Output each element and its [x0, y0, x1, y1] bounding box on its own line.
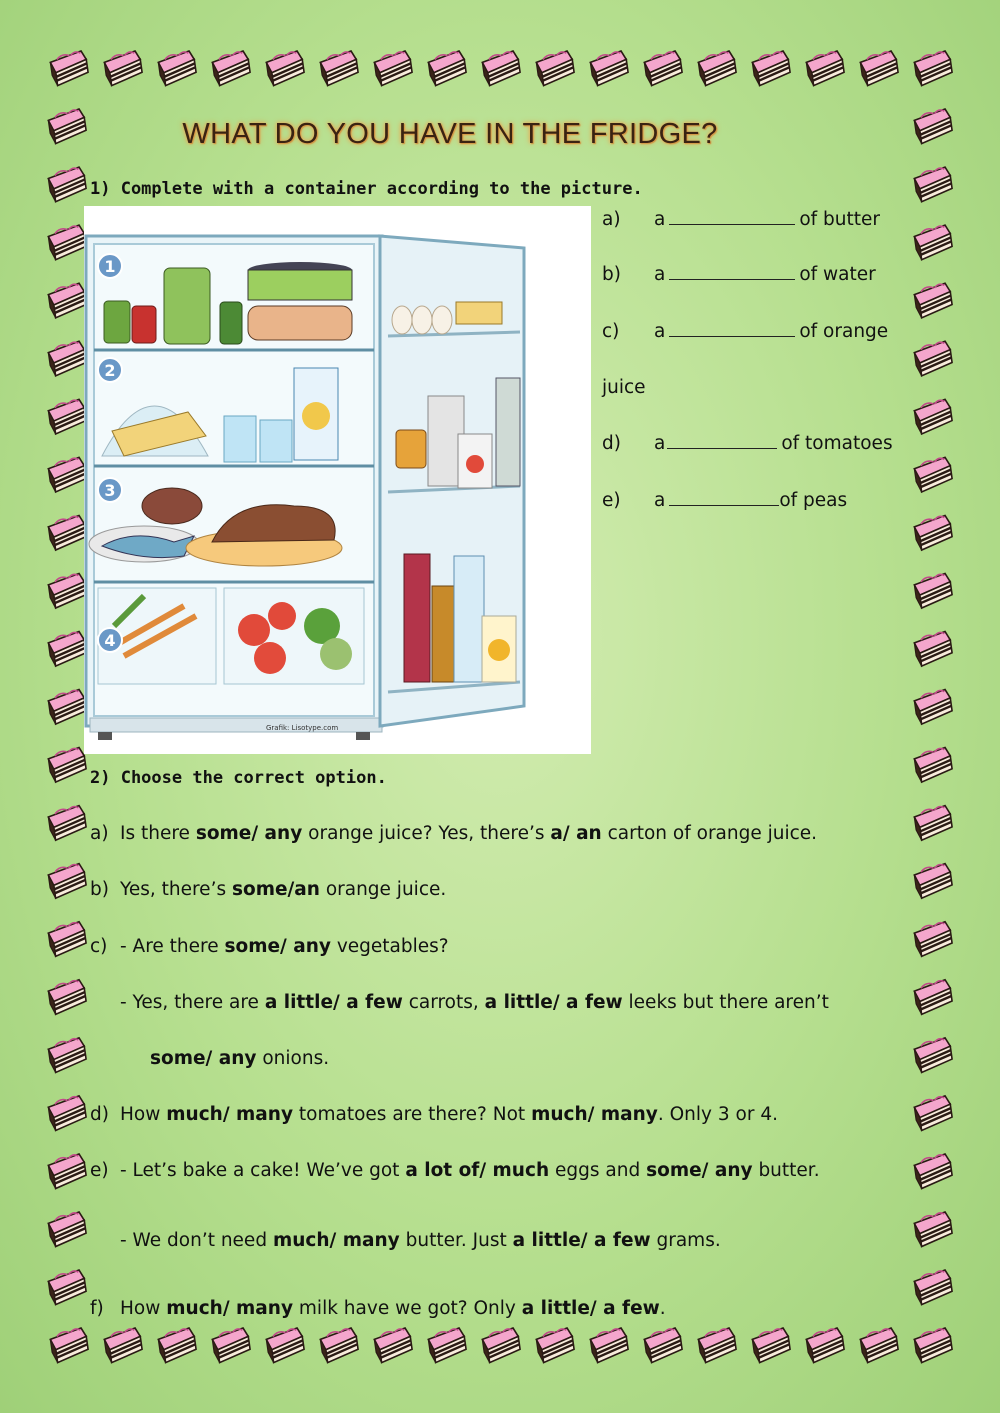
- exercise-line: [90, 1104, 778, 1125]
- cake-decoration: [211, 50, 251, 86]
- cake-decoration: [913, 747, 953, 783]
- cake-decoration: [47, 631, 87, 667]
- cake-decoration: [859, 1327, 899, 1363]
- item-text: of tomatoes: [781, 433, 893, 454]
- cake-decoration: [47, 1269, 87, 1305]
- option-choice[interactable]: a little/ a few: [512, 1230, 651, 1251]
- cake-decoration: [373, 1327, 413, 1363]
- item-letter: a): [602, 209, 621, 230]
- line-text: onions.: [256, 1048, 330, 1069]
- line-text: .: [659, 1298, 666, 1319]
- cake-decoration: [751, 1327, 791, 1363]
- article: a: [654, 209, 666, 230]
- exercise-line: [90, 1160, 820, 1181]
- cake-decoration: [535, 50, 575, 86]
- cake-decoration: [481, 1327, 521, 1363]
- cake-decoration: [913, 1269, 953, 1305]
- cake-decoration: [265, 1327, 305, 1363]
- cake-decoration: [589, 1327, 629, 1363]
- option-choice[interactable]: much/ many: [272, 1230, 400, 1251]
- article: a: [654, 264, 666, 285]
- cake-decoration: [535, 1327, 575, 1363]
- cake-decoration: [157, 50, 197, 86]
- item-letter: b): [602, 264, 621, 285]
- option-choice[interactable]: some/ any: [195, 823, 303, 844]
- option-choice[interactable]: much/ many: [166, 1298, 294, 1319]
- cake-decoration: [643, 1327, 683, 1363]
- cake-decoration: [913, 1153, 953, 1189]
- line-text: - Yes, there are: [120, 992, 265, 1013]
- cake-decoration: [47, 1211, 87, 1247]
- cake-decoration: [49, 1327, 89, 1363]
- cake-decoration: [913, 1211, 953, 1247]
- line-text: carton of orange juice.: [601, 823, 818, 844]
- cake-decoration: [805, 1327, 845, 1363]
- cake-decoration: [47, 921, 87, 957]
- cake-decoration: [49, 50, 89, 86]
- cake-decoration: [47, 515, 87, 551]
- line-text: milk have we got? Only: [293, 1298, 522, 1319]
- cake-decoration: [47, 747, 87, 783]
- cake-decoration: [47, 283, 87, 319]
- answer-blank[interactable]: [669, 210, 795, 225]
- cake-decoration: [47, 341, 87, 377]
- shelf-number: 1: [104, 257, 116, 276]
- page-title: WHAT DO YOU HAVE IN THE FRIDGE?: [182, 118, 718, 150]
- cake-decoration: [913, 805, 953, 841]
- answer-blank[interactable]: [669, 265, 795, 280]
- cake-decoration: [697, 50, 737, 86]
- option-choice[interactable]: a lot of/ much: [405, 1160, 550, 1181]
- cake-decoration: [47, 457, 87, 493]
- exercise-line: [90, 823, 817, 844]
- cake-decoration: [589, 50, 629, 86]
- fill-item-a: [602, 209, 880, 230]
- line-text: eggs and: [549, 1160, 647, 1181]
- article: a: [654, 433, 666, 454]
- cake-decoration: [913, 1037, 953, 1073]
- fill-item-c: [602, 321, 888, 342]
- shelf-number: 3: [104, 481, 116, 500]
- exercise-line: [90, 1298, 666, 1319]
- cake-decoration: [319, 50, 359, 86]
- fill-item-b: [602, 264, 876, 285]
- line-letter: d): [90, 1104, 109, 1125]
- answer-blank[interactable]: [667, 434, 777, 449]
- line-text: butter.: [752, 1160, 820, 1181]
- item-text: of peas: [779, 490, 848, 511]
- cake-decoration: [373, 50, 413, 86]
- item-text: of water: [799, 264, 876, 285]
- exercise-line: [90, 879, 446, 900]
- answer-blank[interactable]: [669, 322, 795, 337]
- cake-decoration: [913, 979, 953, 1015]
- line-letter: e): [90, 1160, 109, 1181]
- cake-decoration: [47, 805, 87, 841]
- line-text: Is there: [120, 823, 196, 844]
- cake-decoration: [913, 399, 953, 435]
- cake-decoration: [481, 50, 521, 86]
- cake-decoration: [427, 50, 467, 86]
- line-text: grams.: [650, 1230, 721, 1251]
- shelf-number: 2: [104, 361, 116, 380]
- article: a: [654, 490, 666, 511]
- cake-decoration: [427, 1327, 467, 1363]
- option-choice[interactable]: a little/ a few: [484, 992, 623, 1013]
- cake-decoration: [913, 167, 953, 203]
- figure-credit: Grafik: Lisotype.com: [266, 724, 339, 732]
- cake-decoration: [47, 1095, 87, 1131]
- cake-decoration: [47, 1153, 87, 1189]
- option-choice[interactable]: some/ any: [646, 1160, 753, 1181]
- cake-decoration: [913, 515, 953, 551]
- option-choice[interactable]: a little/ a few: [264, 992, 403, 1013]
- exercise-line: [90, 936, 449, 957]
- cake-decoration: [751, 50, 791, 86]
- option-choice[interactable]: much/ many: [531, 1104, 658, 1125]
- cake-decoration: [913, 573, 953, 609]
- line-text: carrots,: [402, 992, 485, 1013]
- option-choice[interactable]: a/ an: [550, 823, 602, 844]
- cake-decoration: [103, 1327, 143, 1363]
- item-text: of orange: [799, 321, 889, 342]
- line-text: Yes, there’s: [120, 879, 232, 900]
- cake-decoration: [47, 225, 87, 261]
- exercise-line: [120, 992, 829, 1013]
- cake-decoration: [913, 457, 953, 493]
- cake-decoration: [913, 341, 953, 377]
- line-text: orange juice? Yes, there’s: [302, 823, 551, 844]
- line-letter: a): [90, 823, 109, 844]
- fridge-illustration: [84, 206, 591, 754]
- option-choice[interactable]: some/an: [231, 879, 320, 900]
- line-letter: b): [90, 879, 109, 900]
- line-letter: c): [90, 936, 108, 957]
- exercise-line: [120, 1230, 721, 1251]
- exercise-line: [150, 1048, 329, 1069]
- cake-decoration: [47, 167, 87, 203]
- line-text: leeks but there aren’t: [622, 992, 829, 1013]
- item-letter: d): [602, 433, 621, 454]
- line-text: butter. Just: [399, 1230, 513, 1251]
- line-text: How: [120, 1298, 167, 1319]
- cake-decoration: [913, 1095, 953, 1131]
- cake-decoration: [913, 863, 953, 899]
- cake-decoration: [319, 1327, 359, 1363]
- line-text: orange juice.: [319, 879, 447, 900]
- cake-decoration: [47, 689, 87, 725]
- section2-heading: 2) Choose the correct option.: [90, 768, 387, 788]
- option-choice[interactable]: much/ many: [166, 1104, 294, 1125]
- cake-decoration: [913, 108, 953, 144]
- cake-decoration: [913, 631, 953, 667]
- cake-decoration: [47, 863, 87, 899]
- line-text: - Let’s bake a cake! We’ve got: [120, 1160, 406, 1181]
- line-text: How: [120, 1104, 167, 1125]
- option-choice[interactable]: some/ any: [150, 1048, 257, 1069]
- cake-decoration: [47, 979, 87, 1015]
- item-text: of butter: [799, 209, 881, 230]
- cake-decoration: [913, 689, 953, 725]
- section1-heading: 1) Complete with a container according to the picture.: [90, 179, 643, 199]
- option-choice[interactable]: some/ any: [224, 936, 331, 957]
- shelf-number: 4: [104, 631, 116, 650]
- cake-decoration: [47, 399, 87, 435]
- fill-item-d: [602, 433, 893, 454]
- cake-decoration: [805, 50, 845, 86]
- cake-decoration: [157, 1327, 197, 1363]
- cake-decoration: [913, 283, 953, 319]
- line-text: - We don’t need: [120, 1230, 273, 1251]
- cake-decoration: [913, 225, 953, 261]
- article: a: [654, 321, 666, 342]
- fill-item-e: [602, 490, 847, 511]
- cake-decoration: [913, 921, 953, 957]
- item-letter: e): [602, 490, 621, 511]
- cake-decoration: [697, 1327, 737, 1363]
- line-text: . Only 3 or 4.: [657, 1104, 778, 1125]
- fill-item-c-continuation: juice: [602, 377, 646, 398]
- option-choice[interactable]: a little/ a few: [521, 1298, 660, 1319]
- cake-decoration: [913, 1327, 953, 1363]
- cake-decoration: [913, 50, 953, 86]
- answer-blank[interactable]: [669, 491, 779, 506]
- line-text: - Are there: [120, 936, 225, 957]
- cake-decoration: [211, 1327, 251, 1363]
- cake-decoration: [643, 50, 683, 86]
- cake-decoration: [103, 50, 143, 86]
- line-text: vegetables?: [330, 936, 449, 957]
- line-letter: f): [90, 1298, 104, 1319]
- item-letter: c): [602, 321, 620, 342]
- cake-decoration: [859, 50, 899, 86]
- cake-decoration: [265, 50, 305, 86]
- cake-decoration: [47, 573, 87, 609]
- cake-decoration: [47, 1037, 87, 1073]
- line-text: tomatoes are there? Not: [293, 1104, 532, 1125]
